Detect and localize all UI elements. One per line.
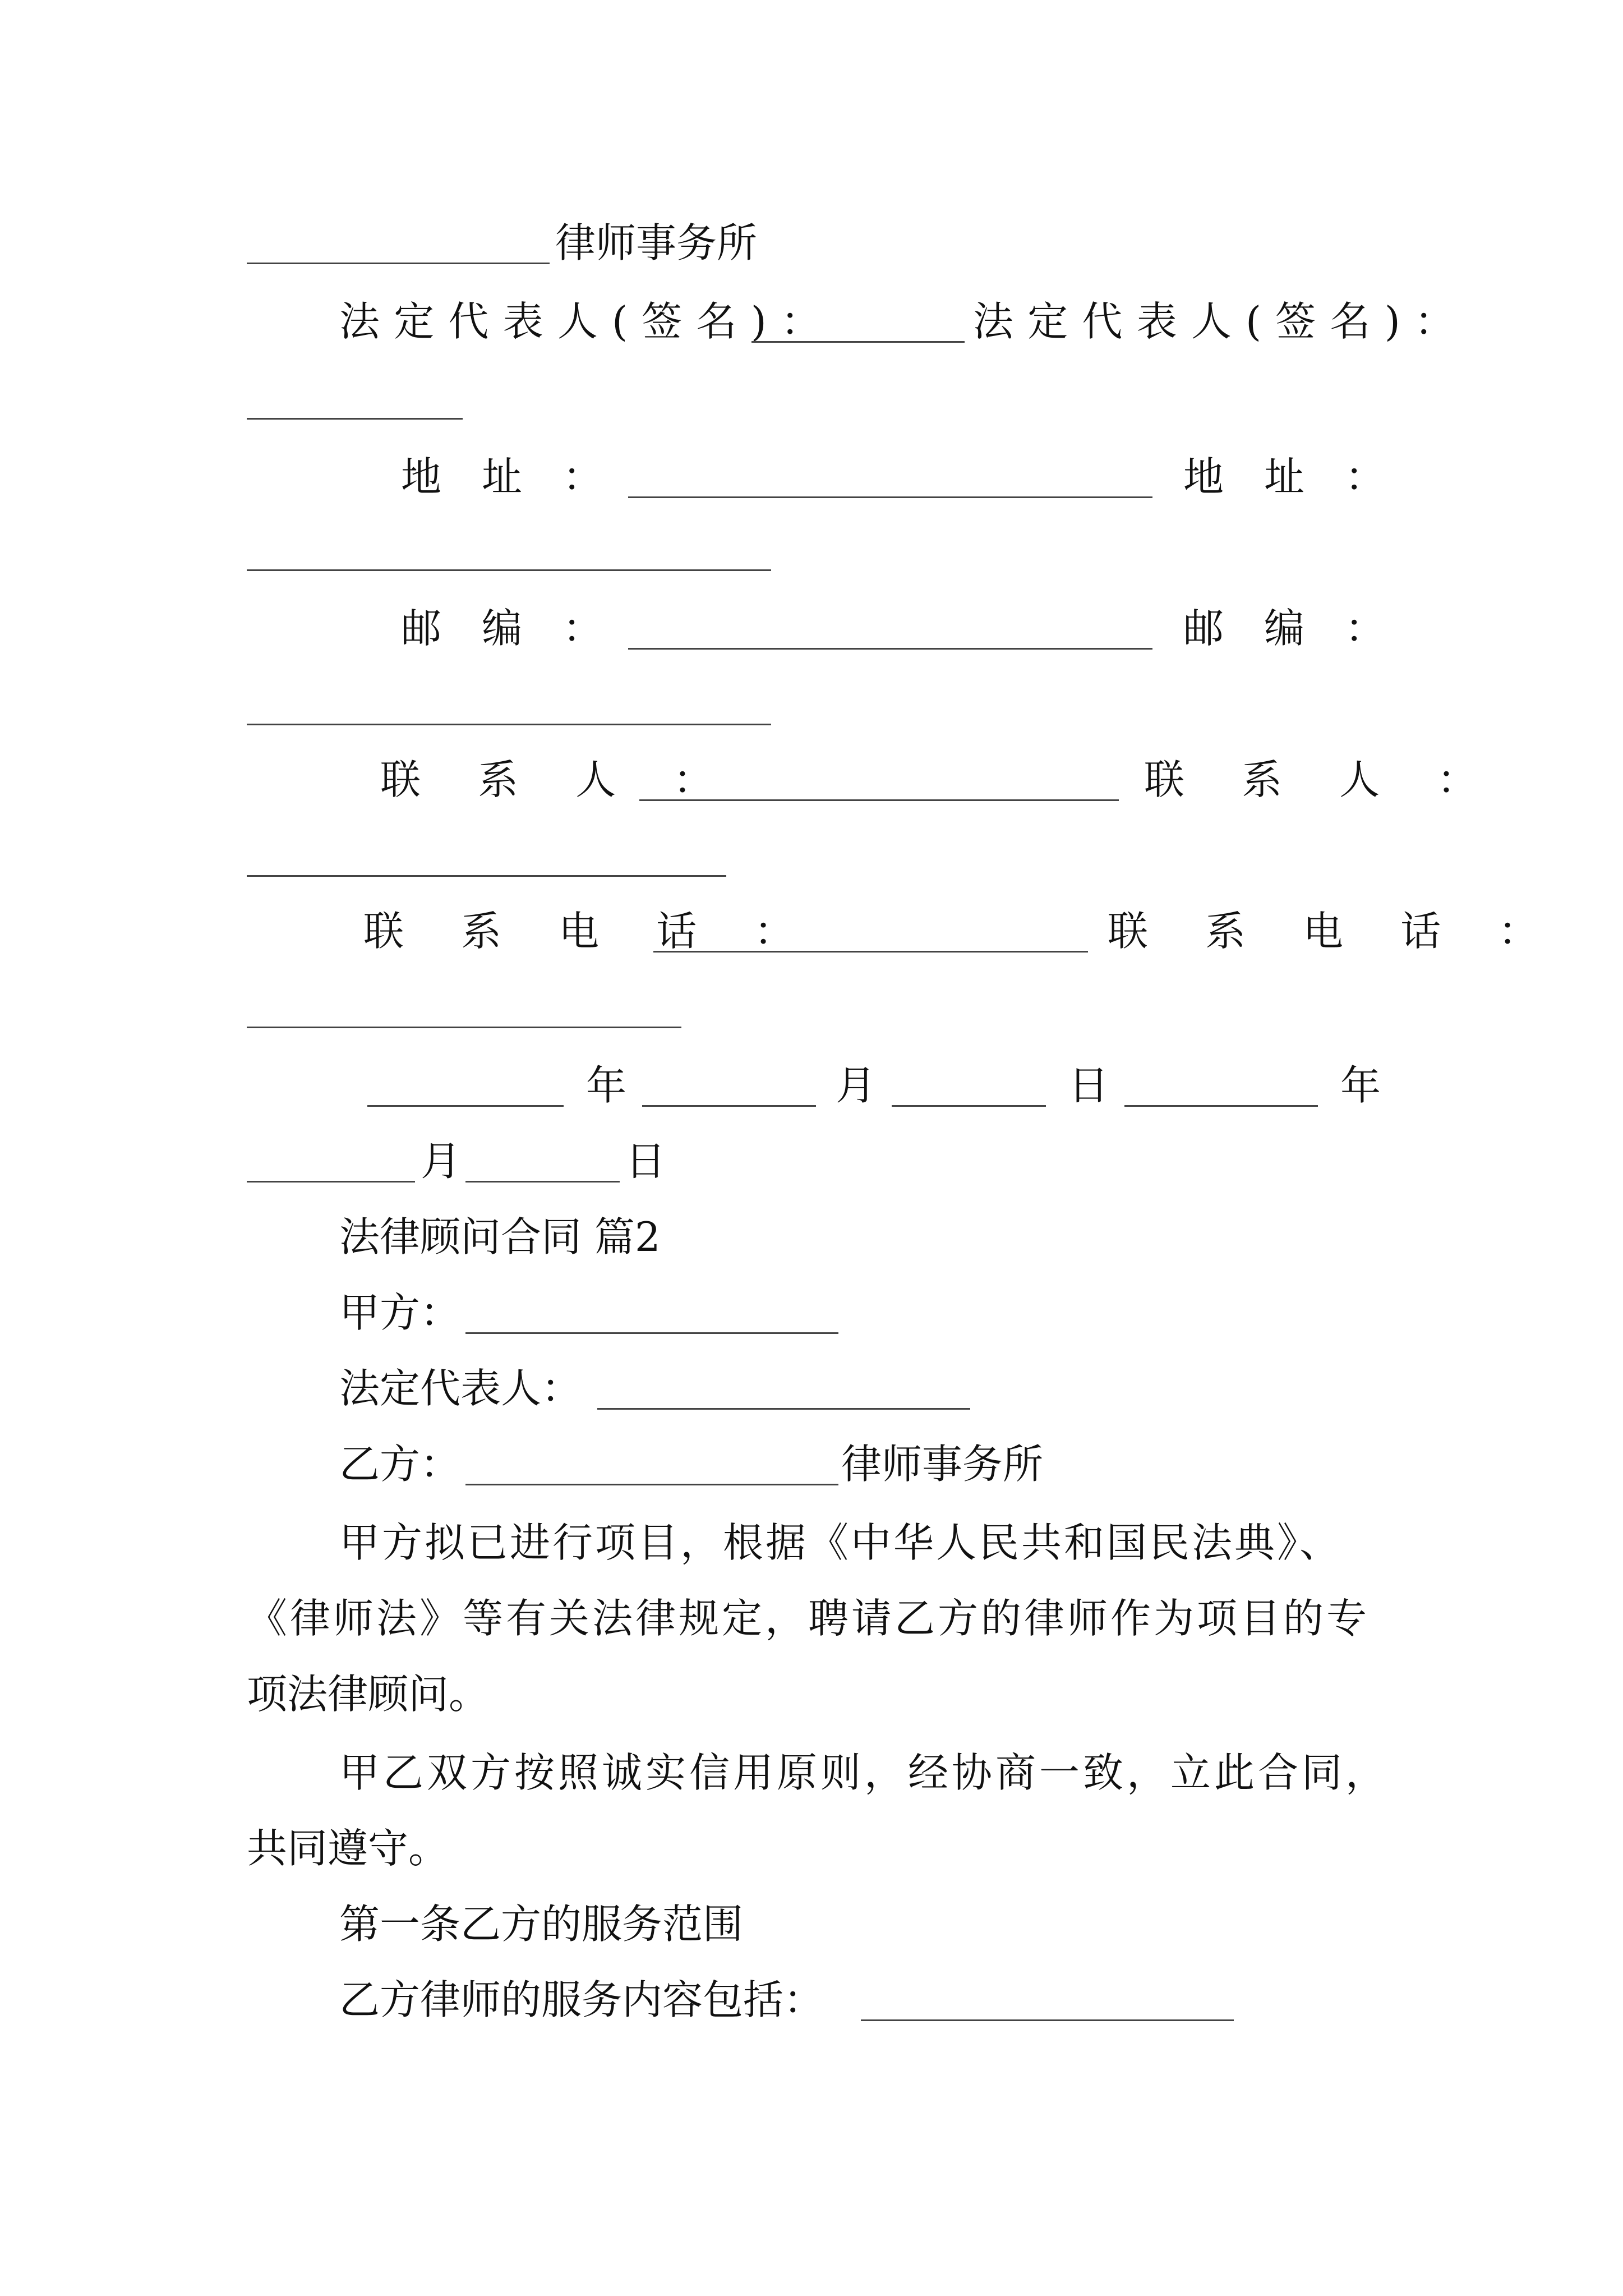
legal-rep-blank[interactable] bbox=[597, 1408, 970, 1410]
year-label-b: 年 bbox=[1340, 1062, 1381, 1109]
postcode-blank-b[interactable] bbox=[247, 724, 771, 725]
address-blank-b[interactable] bbox=[247, 569, 771, 571]
postcode-label-b: 邮 编 ： bbox=[1183, 605, 1386, 652]
service-content-blank[interactable] bbox=[861, 2019, 1234, 2021]
firm-name-blank[interactable] bbox=[247, 263, 550, 264]
contact-label-b: 联 系 人 ： bbox=[1144, 756, 1500, 803]
service-content-label: 乙方律师的服务内容包括： bbox=[339, 1976, 824, 2023]
para1-line2: 《律师法》等有关法律规定，聘请乙方的律师作为项目的专 bbox=[247, 1595, 1370, 1642]
year-blank-b[interactable] bbox=[1124, 1105, 1318, 1107]
legal-rep-blank-a[interactable] bbox=[751, 341, 965, 343]
firm-suffix: 律师事务所 bbox=[555, 219, 758, 266]
para1-line1: 甲方拟已进行项目，根据《中华人民共和国民法典》、 bbox=[339, 1519, 1343, 1566]
legal-rep-label-b: 法定代表人(签名)： bbox=[973, 298, 1469, 345]
day-label-a: 日 bbox=[1068, 1062, 1109, 1109]
month-blank-a[interactable] bbox=[642, 1105, 816, 1107]
day-blank-a[interactable] bbox=[892, 1105, 1046, 1107]
month-label-a: 月 bbox=[836, 1062, 877, 1109]
legal-rep-label-a: 法定代表人(签名)： bbox=[339, 298, 836, 345]
month-blank-b[interactable] bbox=[247, 1181, 415, 1182]
phone-label-a: 联 系 电 话 ： bbox=[363, 908, 817, 955]
party-b-firm-suffix: 律师事务所 bbox=[841, 1441, 1044, 1488]
contact-label-a: 联 系 人 ： bbox=[380, 756, 736, 803]
contract-title: 法律顾问合同 篇2 bbox=[339, 1213, 661, 1260]
party-a-label: 甲方： bbox=[339, 1289, 461, 1336]
day-label-b: 日 bbox=[625, 1138, 666, 1185]
address-label-a: 地 址 ： bbox=[401, 453, 603, 500]
contact-blank-a[interactable] bbox=[639, 799, 1119, 801]
party-a-blank[interactable] bbox=[465, 1332, 838, 1334]
party-b-blank[interactable] bbox=[465, 1484, 838, 1485]
postcode-label-a: 邮 编 ： bbox=[401, 605, 603, 652]
month-label-b: 月 bbox=[421, 1138, 462, 1185]
address-blank-a[interactable] bbox=[628, 496, 1152, 498]
postcode-blank-a[interactable] bbox=[628, 648, 1152, 650]
day-blank-b[interactable] bbox=[465, 1181, 620, 1182]
party-b-label: 乙方： bbox=[339, 1441, 461, 1488]
legal-rep-label: 法定代表人： bbox=[339, 1365, 582, 1412]
year-label-a: 年 bbox=[586, 1062, 627, 1109]
para1-line3: 项法律顾问。 bbox=[247, 1671, 490, 1718]
para2-line1: 甲乙双方按照诚实信用原则，经协商一致，立此合同， bbox=[339, 1749, 1390, 1796]
phone-blank-a[interactable] bbox=[653, 951, 1088, 953]
contact-blank-b[interactable] bbox=[247, 875, 726, 877]
phone-label-b: 联 系 电 话 ： bbox=[1108, 908, 1561, 955]
para2-line2: 共同遵守。 bbox=[247, 1825, 449, 1872]
year-blank-a[interactable] bbox=[367, 1105, 564, 1107]
article-1-heading: 第一条乙方的服务范围 bbox=[339, 1901, 744, 1948]
address-label-b: 地 址 ： bbox=[1183, 453, 1386, 500]
legal-rep-blank-b[interactable] bbox=[247, 418, 463, 420]
phone-blank-b[interactable] bbox=[247, 1027, 681, 1028]
